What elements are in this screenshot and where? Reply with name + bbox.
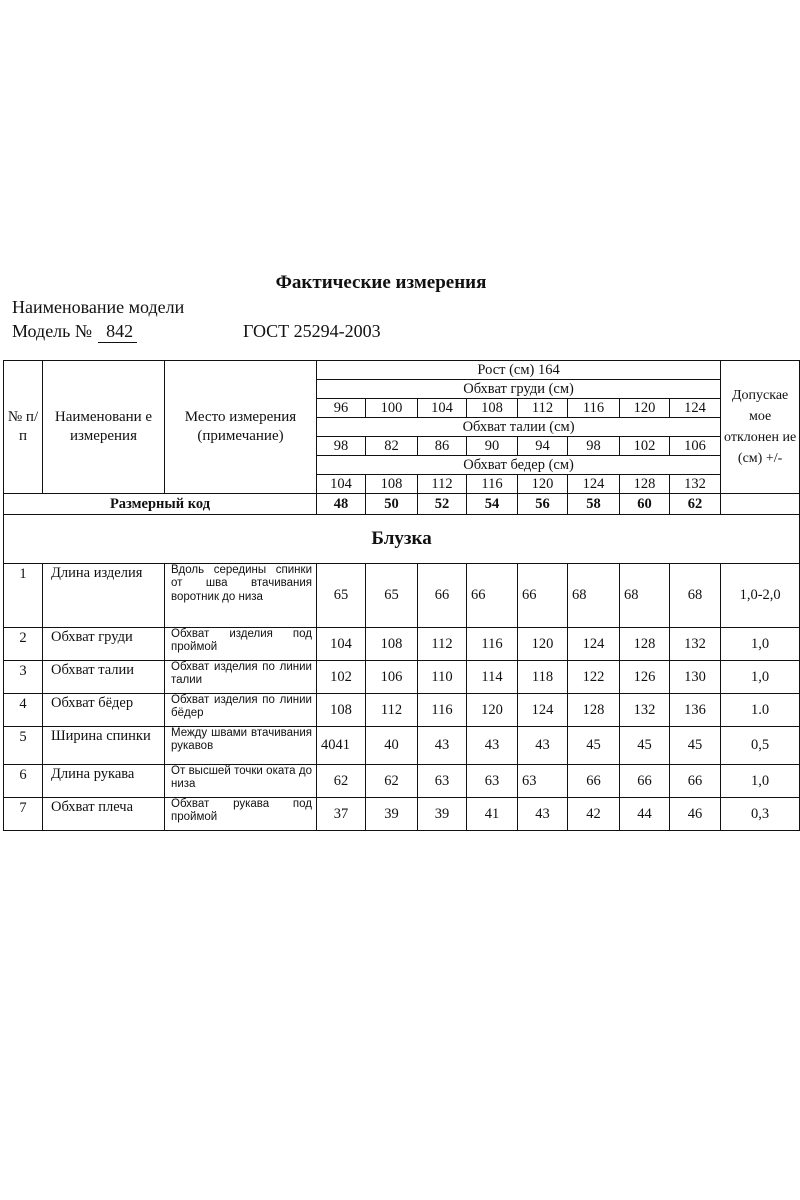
size-code: 62 xyxy=(670,494,721,515)
size-code: 50 xyxy=(366,494,418,515)
measurement-name: Обхват груди xyxy=(43,628,165,661)
measurement-value: 43 xyxy=(518,798,568,831)
measurement-value: 120 xyxy=(518,628,568,661)
size-code: 60 xyxy=(620,494,670,515)
hips-size: 120 xyxy=(518,475,568,494)
table-row xyxy=(4,694,800,727)
tolerance-value: 1,0 xyxy=(721,628,800,661)
measurement-value: 128 xyxy=(568,694,620,727)
measurement-value: 124 xyxy=(568,628,620,661)
measurement-value: 68 xyxy=(670,564,721,628)
measurement-value: 62 xyxy=(317,765,366,798)
measurement-name: Обхват бёдер xyxy=(43,694,165,727)
header-num: № п/п xyxy=(4,361,43,494)
measurement-value: 42 xyxy=(568,798,620,831)
table-row xyxy=(4,628,800,661)
size-code: 56 xyxy=(518,494,568,515)
table-row xyxy=(4,727,800,765)
measurement-place: Обхват изделия по линии талии xyxy=(165,661,317,694)
waist-size: 98 xyxy=(317,437,366,456)
section-row xyxy=(4,515,800,564)
measurement-value: 120 xyxy=(467,694,518,727)
header-height: Рост (см) 164 xyxy=(317,361,721,380)
measurement-value: 63 xyxy=(467,765,518,798)
measurement-value: 116 xyxy=(467,628,518,661)
measurement-value: 63 xyxy=(518,765,568,798)
hips-size: 128 xyxy=(620,475,670,494)
measurement-value: 110 xyxy=(418,661,467,694)
size-code-row xyxy=(4,494,800,515)
header-chest: Обхват груди (см) xyxy=(317,380,721,399)
measurement-value: 66 xyxy=(620,765,670,798)
measurement-value: 39 xyxy=(366,798,418,831)
measurement-value: 39 xyxy=(418,798,467,831)
measurement-place: От высшей точки оката до низа xyxy=(165,765,317,798)
measurement-value: 116 xyxy=(418,694,467,727)
row-number: 5 xyxy=(4,727,43,765)
page-title: Фактические измерения xyxy=(275,272,487,293)
measurement-name: Длина изделия xyxy=(43,564,165,628)
measurement-value: 65 xyxy=(317,564,366,628)
tolerance-value: 1.0 xyxy=(721,694,800,727)
measurement-value: 112 xyxy=(366,694,418,727)
section-title: Блузка xyxy=(4,515,800,564)
measurement-value: 130 xyxy=(670,661,721,694)
hips-size: 104 xyxy=(317,475,366,494)
measurement-value: 63 xyxy=(418,765,467,798)
measurement-value: 68 xyxy=(568,564,620,628)
measurement-value: 45 xyxy=(568,727,620,765)
measurement-value: 114 xyxy=(467,661,518,694)
model-name-label: Наименование модели xyxy=(12,297,185,317)
measurement-value: 124 xyxy=(518,694,568,727)
row-number: 4 xyxy=(4,694,43,727)
measurement-name: Ширина спинки xyxy=(43,727,165,765)
waist-size: 82 xyxy=(366,437,418,456)
size-code: 58 xyxy=(568,494,620,515)
measurement-value: 66 xyxy=(568,765,620,798)
measurement-value: 41 xyxy=(467,798,518,831)
measurement-value: 43 xyxy=(467,727,518,765)
measurement-value: 132 xyxy=(670,628,721,661)
waist-size: 98 xyxy=(568,437,620,456)
table-row xyxy=(4,765,800,798)
tolerance-value: 1,0-2,0 xyxy=(721,564,800,628)
table-row xyxy=(4,564,800,628)
size-code-blank xyxy=(721,494,800,515)
tolerance-value: 0,3 xyxy=(721,798,800,831)
tolerance-value: 1,0 xyxy=(721,765,800,798)
chest-size: 120 xyxy=(620,399,670,418)
measurement-value: 132 xyxy=(620,694,670,727)
model-info xyxy=(12,321,712,343)
measurement-value: 62 xyxy=(366,765,418,798)
measurement-rows xyxy=(4,564,800,831)
measurement-value: 4041 xyxy=(317,727,366,765)
measurement-place: Вдоль середины спинки от шва втачивания воротник до низа xyxy=(165,564,317,628)
tolerance-value: 0,5 xyxy=(721,727,800,765)
measurement-value: 136 xyxy=(670,694,721,727)
size-code-label: Размерный код xyxy=(4,494,317,515)
measurement-value: 66 xyxy=(518,564,568,628)
row-number: 3 xyxy=(4,661,43,694)
waist-size: 90 xyxy=(467,437,518,456)
measurement-name: Длина рукава xyxy=(43,765,165,798)
chest-size: 108 xyxy=(467,399,518,418)
measurement-place: Обхват изделия под проймой xyxy=(165,628,317,661)
waist-size: 106 xyxy=(670,437,721,456)
table-row xyxy=(4,798,800,831)
hips-size: 112 xyxy=(418,475,467,494)
measurement-name: Обхват плеча xyxy=(43,798,165,831)
tolerance-value: 1,0 xyxy=(721,661,800,694)
measurement-value: 102 xyxy=(317,661,366,694)
model-label: Модель № xyxy=(12,321,93,341)
measurement-value: 66 xyxy=(418,564,467,628)
measurement-value: 43 xyxy=(518,727,568,765)
gost-standard: ГОСТ 25294-2003 xyxy=(243,321,381,341)
chest-size: 96 xyxy=(317,399,366,418)
measurement-value: 43 xyxy=(418,727,467,765)
hips-size: 108 xyxy=(366,475,418,494)
header-waist: Обхват талии (см) xyxy=(317,418,721,437)
table-row xyxy=(4,661,800,694)
chest-size: 124 xyxy=(670,399,721,418)
waist-size: 94 xyxy=(518,437,568,456)
measurement-name: Обхват талии xyxy=(43,661,165,694)
measurement-value: 118 xyxy=(518,661,568,694)
measurement-value: 122 xyxy=(568,661,620,694)
measurement-value: 68 xyxy=(620,564,670,628)
measurement-place: Обхват изделия по линии бёдер xyxy=(165,694,317,727)
chest-size: 104 xyxy=(418,399,467,418)
hips-size: 116 xyxy=(467,475,518,494)
row-number: 6 xyxy=(4,765,43,798)
measurement-value: 126 xyxy=(620,661,670,694)
measurement-value: 108 xyxy=(317,694,366,727)
measurement-value: 106 xyxy=(366,661,418,694)
row-number: 1 xyxy=(4,564,43,628)
measurement-value: 44 xyxy=(620,798,670,831)
measurement-value: 37 xyxy=(317,798,366,831)
size-code: 48 xyxy=(317,494,366,515)
measurement-place: Обхват рукава под проймой xyxy=(165,798,317,831)
size-code: 54 xyxy=(467,494,518,515)
header-place: Место измерения (примечание) xyxy=(165,361,317,494)
measurement-value: 46 xyxy=(670,798,721,831)
measurement-value: 108 xyxy=(366,628,418,661)
chest-size: 112 xyxy=(518,399,568,418)
header-tolerance: Допускае мое отклонен ие (см) +/- xyxy=(721,361,800,494)
row-number: 7 xyxy=(4,798,43,831)
measurement-value: 65 xyxy=(366,564,418,628)
row-number: 2 xyxy=(4,628,43,661)
measurement-value: 45 xyxy=(670,727,721,765)
waist-size: 102 xyxy=(620,437,670,456)
size-code: 52 xyxy=(418,494,467,515)
header-name: Наименовани е измерения xyxy=(43,361,165,494)
measurement-value: 128 xyxy=(620,628,670,661)
chest-size: 100 xyxy=(366,399,418,418)
hips-size: 132 xyxy=(670,475,721,494)
measurement-value: 45 xyxy=(620,727,670,765)
measurement-value: 66 xyxy=(670,765,721,798)
waist-size: 86 xyxy=(418,437,467,456)
hips-size: 124 xyxy=(568,475,620,494)
measurements-table xyxy=(3,360,800,831)
model-number: 842 xyxy=(98,321,137,343)
measurement-place: Между швами втачивания рукавов xyxy=(165,727,317,765)
measurement-value: 112 xyxy=(418,628,467,661)
measurement-value: 40 xyxy=(366,727,418,765)
measurement-value: 104 xyxy=(317,628,366,661)
chest-size: 116 xyxy=(568,399,620,418)
header-hips: Обхват бедер (см) xyxy=(317,456,721,475)
measurement-value: 66 xyxy=(467,564,518,628)
